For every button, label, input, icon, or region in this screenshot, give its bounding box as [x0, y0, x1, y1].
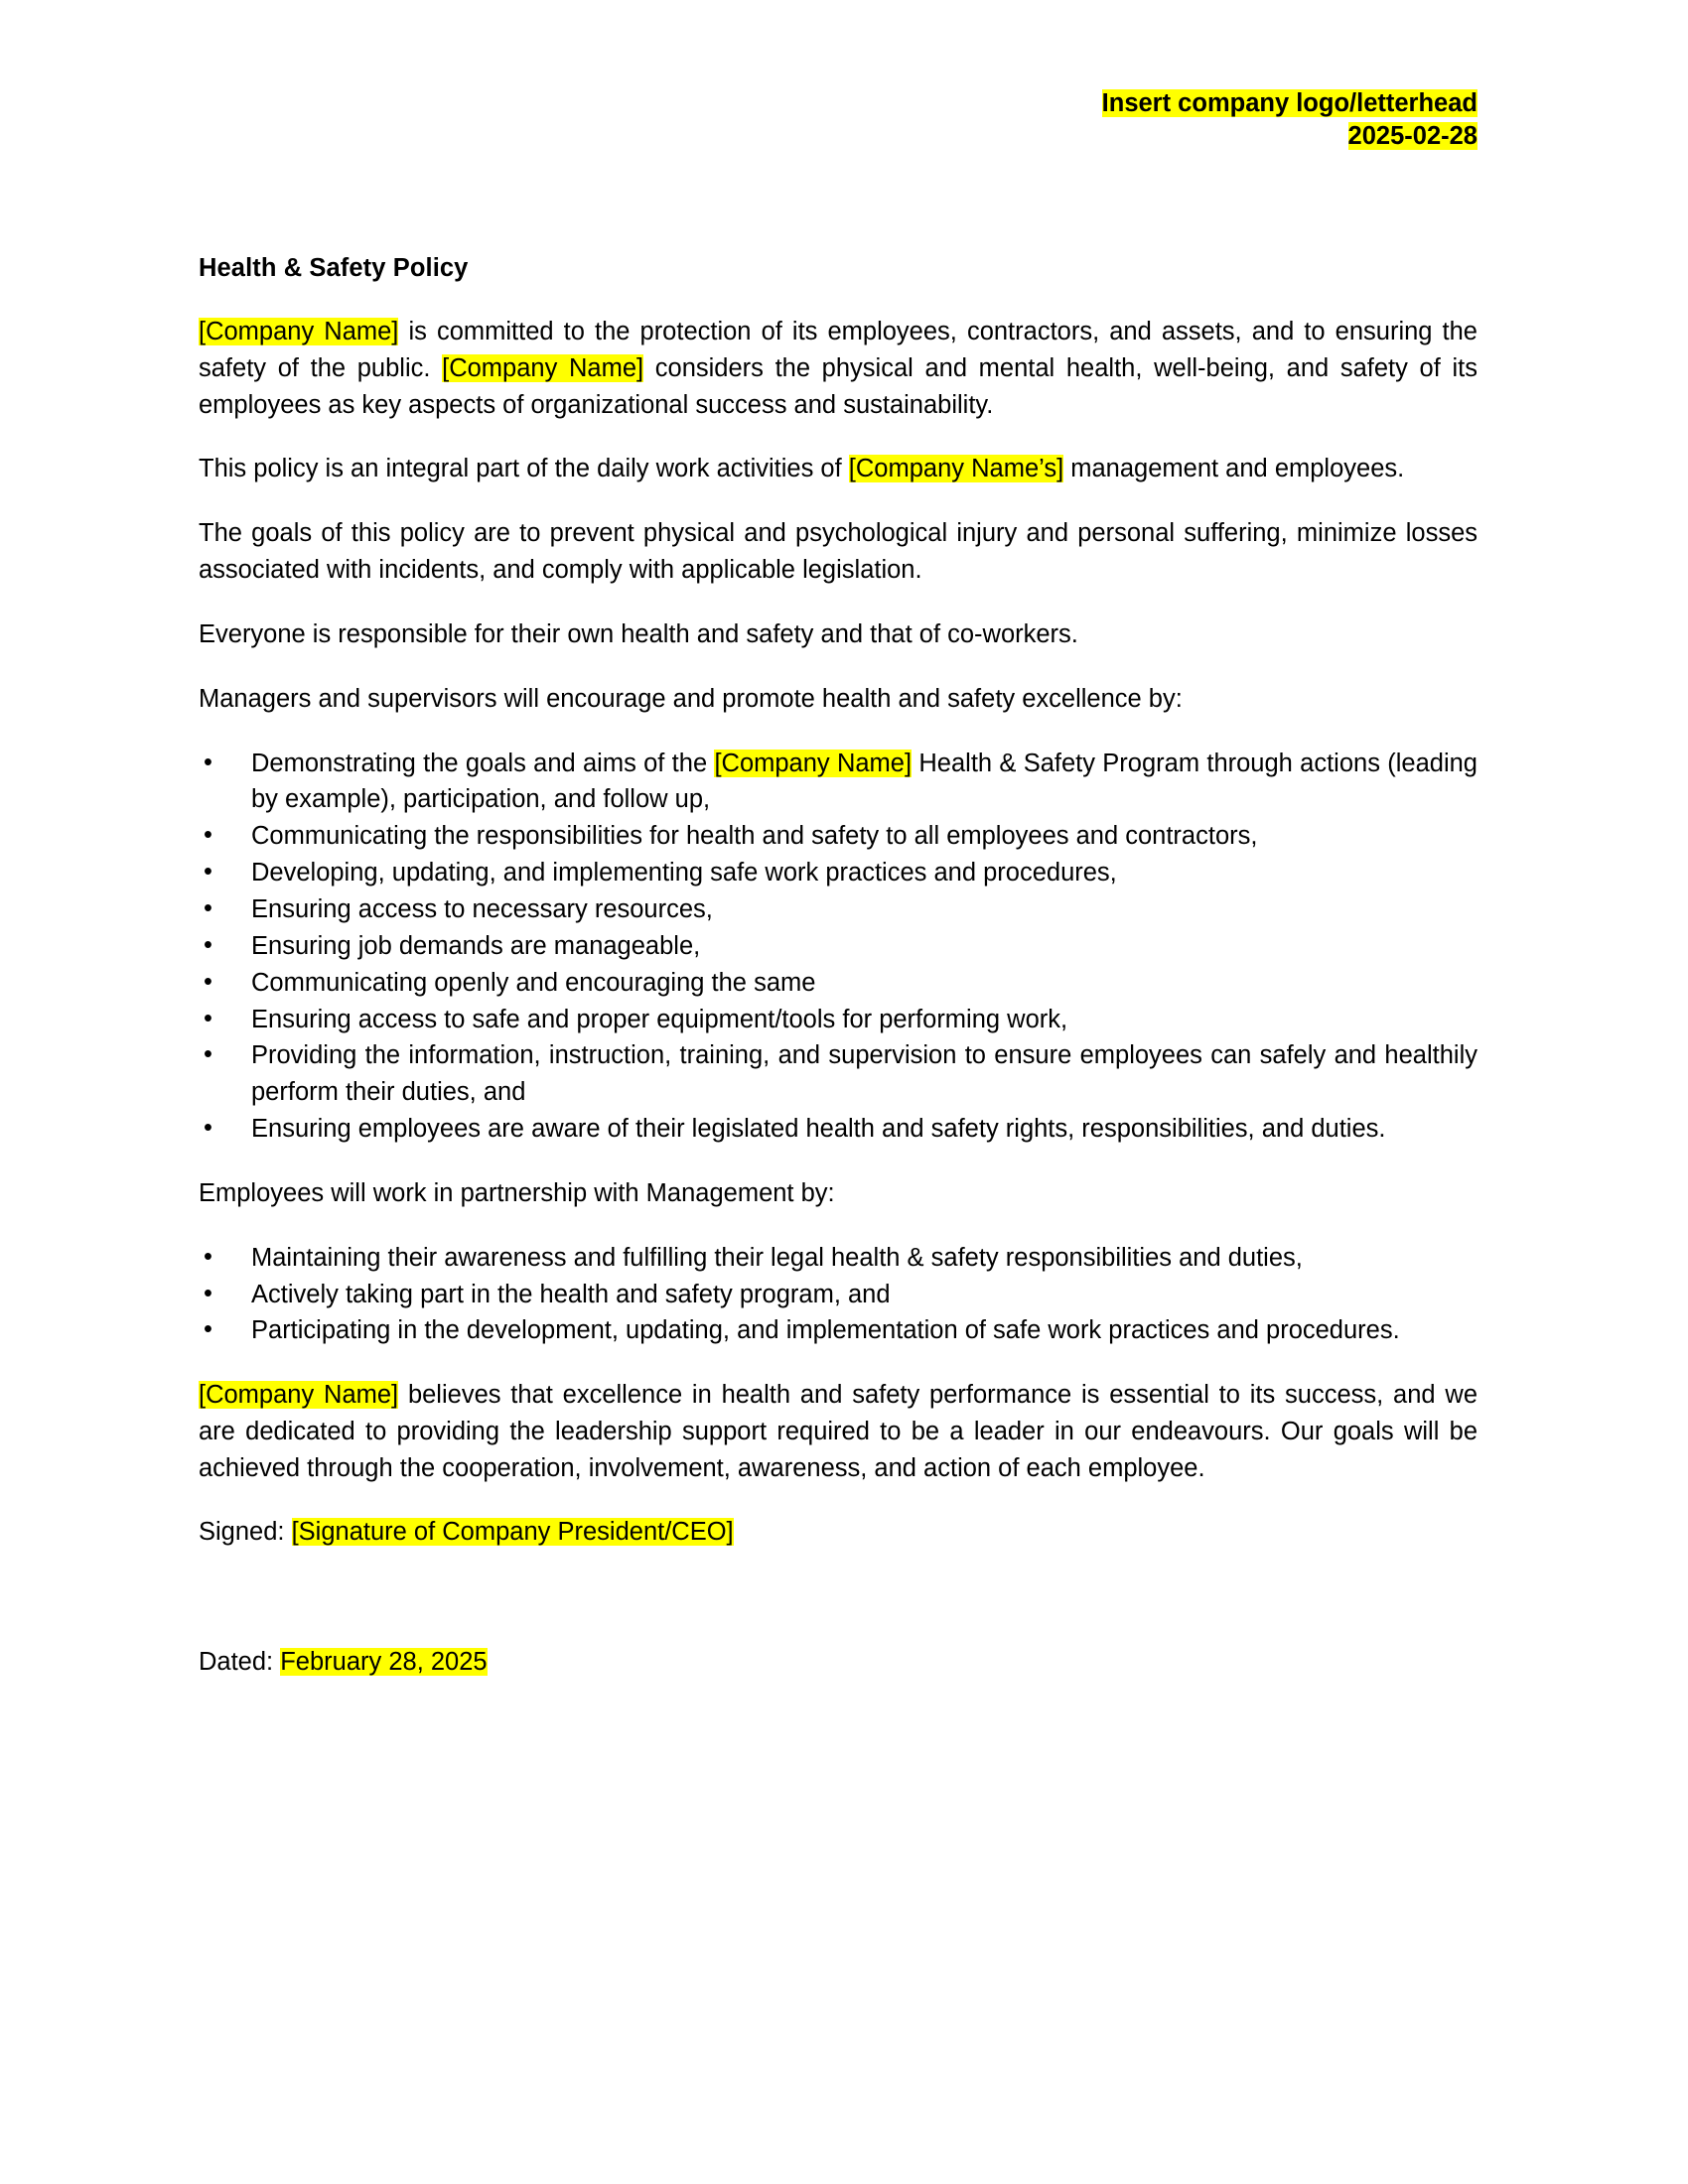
bullet-text: Communicating the responsibilities for health and safety to all employees and contractors, — [251, 822, 1258, 851]
paragraph-goals: The goals of this policy are to prevent physical and psychological injury and personal suffering, minimize losses associated with incidents, and comply with applicable legislation. — [199, 519, 1477, 585]
company-name-placeholder: [Company Name] — [199, 1381, 399, 1410]
bullet-text: Providing the information, instruction, training, and supervision to ensure employees can safely and healthily perform their duties, and — [251, 1041, 1477, 1107]
signed-label: Signed: — [199, 1517, 292, 1546]
list-item — [204, 1240, 1477, 1277]
bullet-text-1: Demonstrating the goals and aims of the — [251, 749, 715, 777]
bullet-text-2: Health & Safety Program through actions (leading by example), participation, and follow up, — [251, 749, 1477, 814]
paragraph-closing-text: believes that excellence in health and safety performance is essential to its success, and we are dedicated to providing the leadership support required to be a leader in our endeavours. Our goals will be achieved through the cooperation, involvement, awareness, and action of each employee. — [199, 1381, 1477, 1482]
list-item — [204, 1111, 1477, 1148]
list-item — [204, 855, 1477, 891]
paragraph-integral-part — [199, 451, 1477, 487]
bullet-text: Developing, updating, and implementing safe work practices and procedures, — [251, 859, 1117, 887]
list-item — [204, 928, 1477, 965]
managers-bullet-list — [199, 746, 1477, 1148]
list-item — [204, 818, 1477, 855]
letterhead-logo-placeholder: Insert company logo/letterhead — [1101, 89, 1477, 117]
dated-value: February 28, 2025 — [280, 1647, 488, 1676]
paragraph-commitment-text-1: is committed to the protection of its employees, contractors, and assets, and to ensuring the safety of the public. — [199, 317, 1477, 382]
list-item — [204, 1002, 1477, 1038]
dated-label: Dated: — [199, 1647, 281, 1676]
list-item — [204, 1277, 1477, 1313]
company-name-placeholder: [Company Name] — [442, 353, 644, 382]
bullet-text: Ensuring access to necessary resources, — [251, 895, 713, 923]
company-name-placeholder: [Company Name] — [199, 317, 399, 345]
signature-placeholder: [Signature of Company President/CEO] — [291, 1517, 734, 1546]
paragraph-closing — [199, 1377, 1477, 1487]
bullet-text: Ensuring job demands are manageable, — [251, 931, 701, 960]
bullet-text: Actively taking part in the health and safety program, and — [251, 1280, 891, 1308]
list-item — [204, 1037, 1477, 1111]
bullet-text: Communicating openly and encouraging the same — [251, 968, 816, 997]
bullet-text: Ensuring access to safe and proper equipment/tools for performing work, — [251, 1005, 1068, 1033]
paragraph-everyone-responsible: Everyone is responsible for their own health and safety and that of co-workers. — [199, 619, 1078, 648]
company-name-placeholder: [Company Name] — [714, 749, 913, 777]
list-item — [204, 891, 1477, 928]
document-body — [199, 253, 1477, 1681]
list-item — [204, 965, 1477, 1002]
paragraph-integral-text-1: This policy is an integral part of the daily work activities of — [199, 455, 849, 483]
list-item — [204, 746, 1477, 819]
letterhead-date: 2025-02-28 — [1347, 121, 1477, 150]
paragraph-integral-text-2: management and employees. — [1063, 455, 1405, 483]
company-name-possessive-placeholder: [Company Name’s] — [848, 455, 1064, 483]
bullet-text: Maintaining their awareness and fulfilling their legal health & safety responsibilities and duties, — [251, 1243, 1303, 1272]
dated-line — [199, 1644, 1477, 1681]
paragraph-managers-intro: Managers and supervisors will encourage and promote health and safety excellence by: — [199, 684, 1183, 713]
page-title: Health & Safety Policy — [199, 254, 469, 282]
bullet-text: Ensuring employees are aware of their legislated health and safety rights, responsibilities, and duties. — [251, 1115, 1386, 1144]
letterhead-header — [1102, 87, 1477, 152]
list-item — [204, 1312, 1477, 1349]
employees-bullet-list — [199, 1240, 1477, 1350]
paragraph-commitment — [199, 314, 1477, 424]
signature-line — [199, 1514, 1477, 1551]
paragraph-commitment-text-2: considers the physical and mental health, well-being, and safety of its employees as key aspects of organizational success and sustainability. — [199, 353, 1477, 419]
bullet-text: Participating in the development, updating, and implementation of safe work practices and procedures. — [251, 1316, 1400, 1345]
paragraph-employees-intro: Employees will work in partnership with Management by: — [199, 1178, 835, 1207]
